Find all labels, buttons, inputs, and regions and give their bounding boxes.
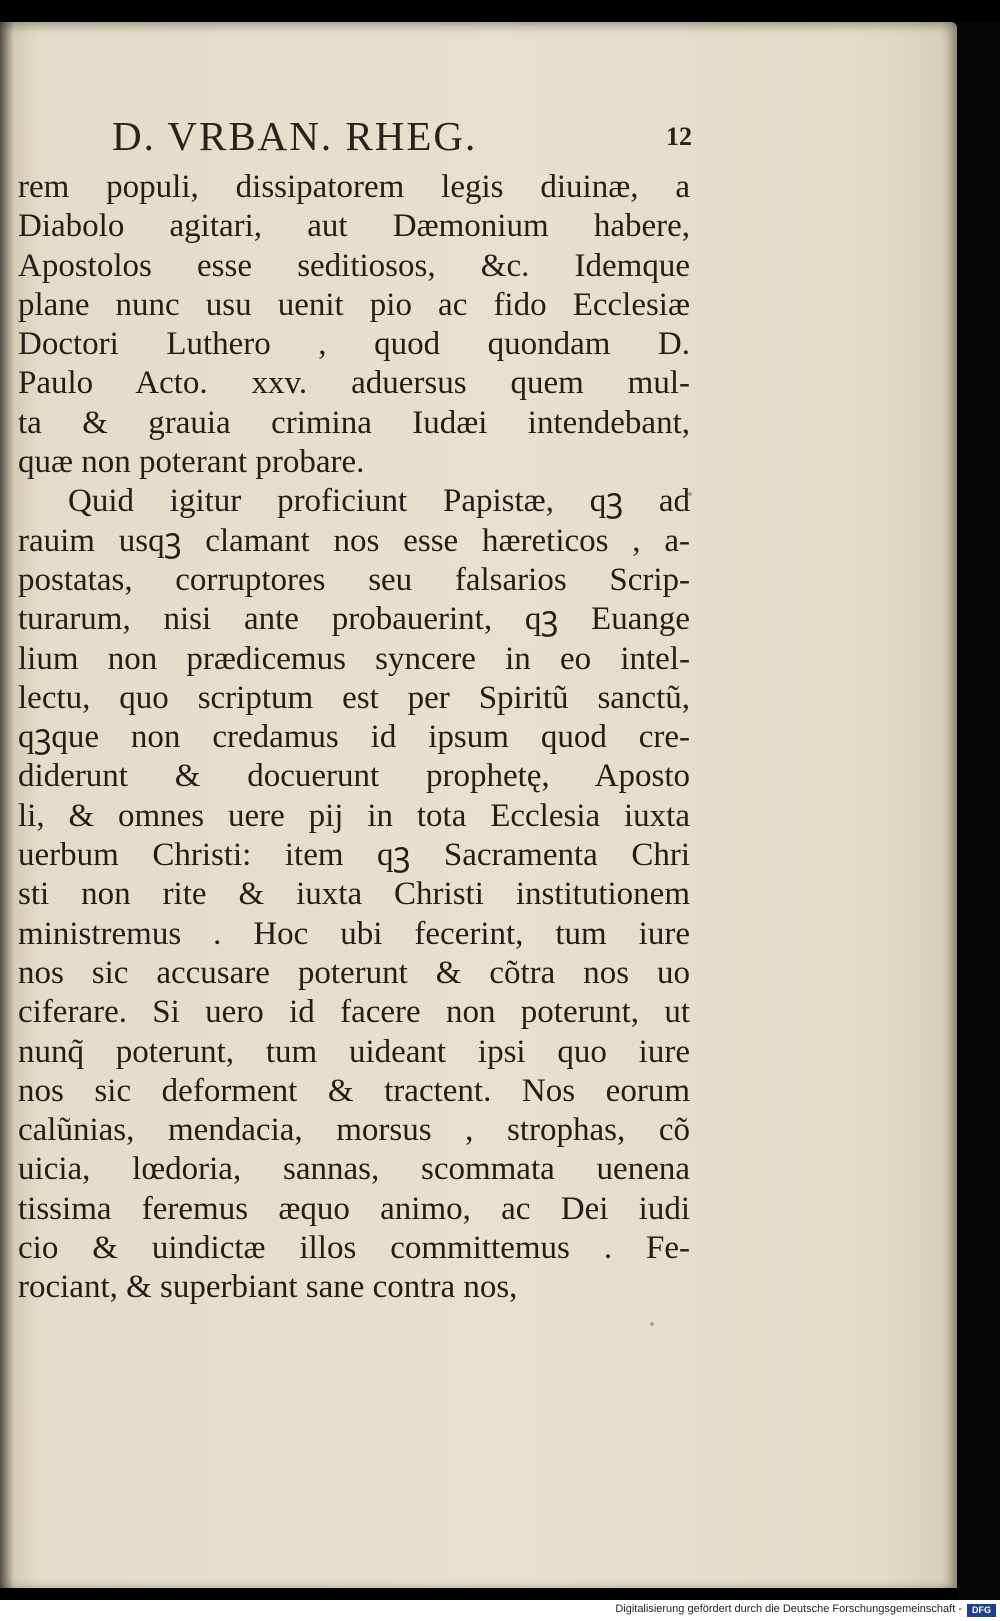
- text-line: Quid igitur proficiunt Papistæ, qꝫ ad: [68, 483, 690, 520]
- text-line: cio & uindictæ illos committemus . Fe-: [18, 1230, 690, 1267]
- text-line: postatas, corruptores seu falsarios Scrip-: [18, 561, 690, 598]
- text-line: lectu, quo scriptum est per Spiritũ sanctũ,: [18, 679, 690, 716]
- text-line: Paulo Acto. xxv. aduersus quem mul-: [18, 365, 690, 402]
- running-head: [112, 112, 692, 164]
- text-line: nos sic accusare poterunt & cõtra nos uo: [18, 954, 690, 991]
- dfg-logo[interactable]: DFG: [967, 1604, 996, 1617]
- running-head-title: D. VRBAN. RHEG.: [112, 113, 478, 159]
- text-line: lium non prædicemus syncere in eo intel-: [18, 640, 690, 677]
- text-line: quæ non poterant probare.: [18, 444, 365, 481]
- text-line: plane nunc usu uenit pio ac fido Ecclesiæ: [18, 286, 690, 323]
- text-line: uicia, lœdoria, sannas, scommata uenena: [18, 1151, 690, 1188]
- text-line: nos sic deforment & tractent. Nos eorum: [18, 1072, 690, 1109]
- paper-speck: [650, 1322, 654, 1326]
- text-line: calũnias, mendacia, morsus , strophas, cõ: [18, 1112, 690, 1149]
- footer-bar: [0, 1600, 1000, 1621]
- binding-shadow: [0, 22, 14, 1588]
- text-line: Apostolos esse seditiosos, &c. Idemque: [18, 247, 690, 284]
- text-line: ciferare. Si uero id facere non poterunt, ut: [18, 994, 690, 1031]
- text-line: ministremus . Hoc ubi fecerint, tum iure: [18, 915, 690, 952]
- funding-credit: Digitalisierung gefördert durch die Deutsche Forschungsgemeinschaft -: [615, 1603, 962, 1615]
- text-line: qꝫque non credamus id ipsum quod cre-: [18, 719, 690, 756]
- text-line: Diabolo agitari, aut Dæmonium habere,: [18, 208, 690, 245]
- text-line: tissima feremus æquo animo, ac Dei iudi: [18, 1190, 690, 1227]
- folio-number: 12: [666, 122, 692, 151]
- text-line: sti non rite & iuxta Christi institutionem: [18, 876, 690, 913]
- text-line: turarum, nisi ante probauerint, qꝫ Euange: [18, 601, 690, 638]
- text-line: diderunt & docuerunt prophetę, Aposto: [18, 758, 690, 795]
- text-line: rauim usqꝫ clamant nos esse hæreticos , a-: [18, 522, 690, 559]
- text-line: li, & omnes uere pij in tota Ecclesia iuxta: [18, 797, 690, 834]
- text-line: uerbum Christi: item qꝫ Sacramenta Chri: [18, 837, 690, 874]
- text-line: nunq̃ poterunt, tum uideant ipsi quo iure: [18, 1033, 690, 1070]
- text-line: Doctori Luthero , quod quondam D.: [18, 326, 690, 363]
- text-line: rociant, & superbiant sane contra nos,: [18, 1269, 518, 1306]
- text-block: [18, 168, 690, 1308]
- text-line: rem populi, dissipatorem legis diuinæ, a: [18, 169, 690, 205]
- page-edge-dark: [957, 22, 1000, 1600]
- text-line: ta & grauia crimina Iudæi intendebant,: [18, 404, 690, 441]
